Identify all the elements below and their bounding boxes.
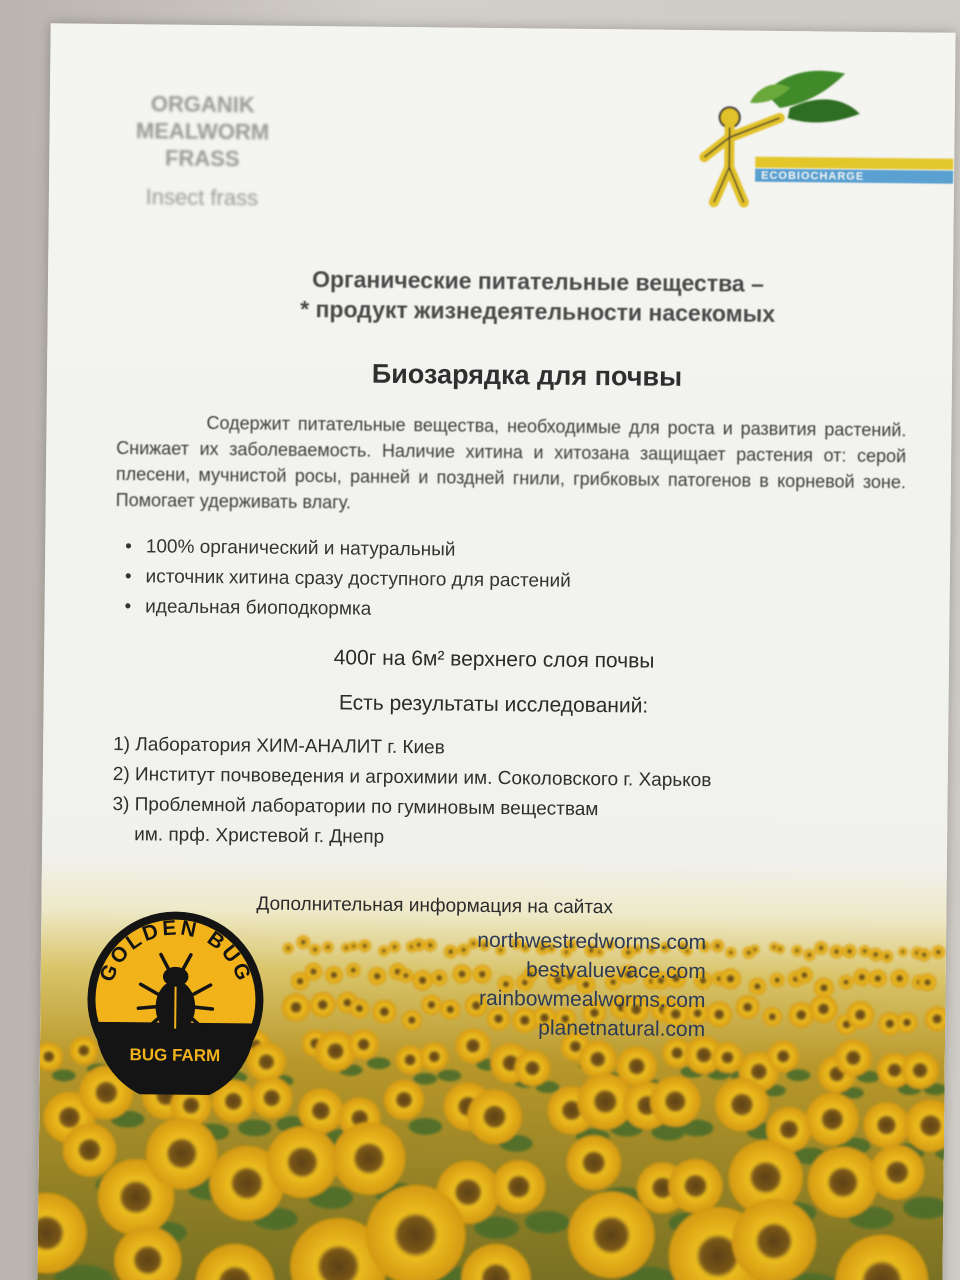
benefit-list xyxy=(124,532,571,627)
dose-line: 400г на 6м² верхнего слоя почвы xyxy=(333,646,655,673)
list-item: 1) Лаборатория ХИМ-АНАЛИТ г. Киев xyxy=(113,733,445,759)
page-title: Биозарядка для почвы xyxy=(371,358,683,392)
website-link[interactable]: rainbowmealworms.com xyxy=(478,986,706,1013)
label-line: ORGANIK xyxy=(150,91,255,118)
description-paragraph: Содержит питательные вещества, необходимые для роста и развития растений. Снижает их заболеваемость. Наличие хитина и хитозана защищает растения от: серой плесени, мучнистой росы, ранней и поздней гнили, грибковых патогенов в корневой зоне. Помогает удерживать влагу. xyxy=(115,412,907,513)
website-list xyxy=(370,925,706,1045)
label-line: MEALWORM xyxy=(135,118,270,145)
list-item: 2) Институт почвоведения и агрохимии им. Соколовского г. Харьков xyxy=(112,763,712,792)
research-heading: Есть результаты исследований: xyxy=(338,691,649,718)
blurred-product-label xyxy=(107,90,298,212)
label-sub: Insect frass xyxy=(145,184,259,211)
product-leaflet xyxy=(37,23,955,1280)
subtitle xyxy=(138,262,939,330)
label-line: FRASS xyxy=(164,145,240,172)
ecobiocharge-logo xyxy=(669,62,921,215)
lab-list xyxy=(112,730,712,856)
more-info-label: Дополнительная информация на сайтах xyxy=(256,893,614,919)
logo-band-yellow xyxy=(755,157,953,170)
list-item: им. прф. Христевой г. Днепр xyxy=(134,824,385,848)
website-link[interactable]: bestvaluevace.com xyxy=(525,958,706,984)
badge-top-text: GOLDEN BUG xyxy=(95,916,257,987)
logo-text: ECOBIOCHARGE xyxy=(761,169,865,183)
website-link[interactable]: planetnatural.com xyxy=(538,1016,706,1042)
list-item: • 100% органический и натуральный xyxy=(125,532,571,567)
subtitle-line-2: * продукт жизнедеятельности насекомых xyxy=(300,295,776,327)
website-link[interactable]: northwestredworms.com xyxy=(477,928,707,955)
subtitle-line-1: Органические питательные вещества – xyxy=(311,266,765,297)
golden-bug-badge xyxy=(79,904,271,1096)
list-item: • идеальная биоподкормка xyxy=(124,592,570,627)
list-item: 3) Проблемной лаборатории по гуминовым веществам xyxy=(112,793,599,821)
badge-bottom-text: BUG FARM xyxy=(129,1045,221,1066)
list-item: • источник хитина сразу доступного для растений xyxy=(125,562,571,597)
